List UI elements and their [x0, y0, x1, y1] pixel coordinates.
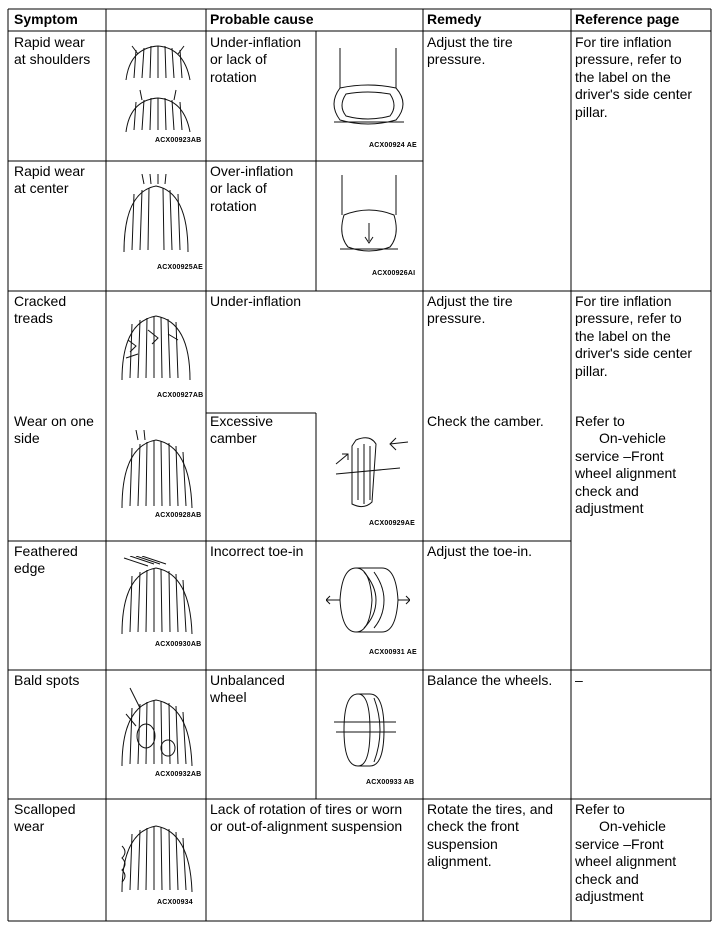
bald-spot-tread-icon [118, 686, 198, 768]
symptom-wear-on-one-side: Wear on one side [14, 413, 94, 447]
cambered-wheel-icon [334, 434, 410, 512]
cause-under-inflation: Under-inflation [210, 293, 302, 309]
header-probable-cause: Probable cause [210, 11, 314, 27]
underinflated-tire-section-icon [326, 48, 412, 128]
unbalanced-wheel-icon [334, 690, 398, 770]
reference-tire-inflation-label: For tire inflation pressure, refer to the label on the driver's side center pillar. [575, 34, 693, 120]
reference-wheel-alignment [575, 413, 676, 517]
cause-lack-of-rotation-or-worn-suspension: Lack of rotation of tires or worn or out-of-alignment suspension [210, 801, 403, 835]
figure-code: ACX00923AB [155, 137, 202, 144]
remedy-adjust-tire-pressure: Adjust the tire pressure. [427, 34, 513, 68]
reference-link-wheel-alignment[interactable]: On-vehicle service –Front wheel alignment check and adjustment [575, 818, 677, 905]
remedy-check-camber: Check the camber. [427, 413, 544, 429]
figure-code: ACX00928AB [155, 512, 202, 519]
reference-wheel-alignment [575, 801, 676, 905]
overinflated-tire-section-icon [334, 175, 404, 255]
reference-lead: Refer to [575, 801, 625, 817]
tire-tread-shoulder-wear-icon [118, 42, 198, 132]
cause-excessive-camber: Excessive camber [210, 413, 274, 447]
tire-tread-center-wear-icon [118, 174, 196, 254]
figure-code: ACX00925AE [157, 264, 203, 271]
reference-link-wheel-alignment[interactable]: On-vehicle service –Front wheel alignment check and adjustment [575, 430, 677, 517]
toe-in-wheel-icon [326, 566, 410, 636]
figure-code: ACX00934 [157, 899, 193, 906]
remedy-balance-wheels: Balance the wheels. [427, 672, 553, 688]
reference-lead: Refer to [575, 413, 625, 429]
header-reference-page: Reference page [575, 11, 680, 27]
figure-code: ACX00931 AE [369, 649, 417, 656]
figure-code: ACX00924 AE [369, 142, 417, 149]
remedy-rotate-tires-check-alignment: Rotate the tires, and check the front suspension alignment. [427, 801, 554, 870]
figure-code: ACX00930AB [155, 641, 202, 648]
symptom-bald-spots: Bald spots [14, 672, 80, 688]
feathered-edge-icon [118, 556, 198, 636]
scalloped-tread-icon [118, 818, 198, 894]
figure-code: ACX00926AI [372, 270, 416, 277]
figure-code: ACX00927AB [157, 392, 204, 399]
symptom-scalloped-wear: Scalloped wear [14, 801, 76, 835]
figure-code: ACX00932AB [155, 771, 202, 778]
header-symptom: Symptom [14, 11, 78, 27]
reference-tire-inflation-label: For tire inflation pressure, refer to the label on the driver's side center pillar. [575, 293, 693, 379]
cause-over-inflation-or-lack-of-rotation: Over-inflation or lack of rotation [210, 163, 294, 214]
symptom-rapid-wear-shoulders: Rapid wear at shoulders [14, 34, 91, 68]
symptom-feathered-edge: Feathered edge [14, 543, 78, 577]
reference-none: – [575, 672, 583, 688]
cracked-tread-icon [118, 310, 196, 382]
cause-unbalanced-wheel: Unbalanced wheel [210, 672, 285, 706]
remedy-adjust-toe-in: Adjust the toe-in. [427, 543, 533, 559]
figure-code: ACX00929AE [369, 520, 415, 527]
header-remedy: Remedy [427, 11, 482, 27]
cause-under-inflation-or-lack-of-rotation: Under-inflation or lack of rotation [210, 34, 302, 85]
cause-incorrect-toe-in: Incorrect toe-in [210, 543, 304, 559]
symptom-rapid-wear-center: Rapid wear at center [14, 163, 85, 197]
figure-code: ACX00933 AB [366, 779, 415, 786]
remedy-adjust-tire-pressure: Adjust the tire pressure. [427, 293, 513, 327]
one-side-wear-icon [118, 430, 198, 510]
symptom-cracked-treads: Cracked treads [14, 293, 67, 327]
